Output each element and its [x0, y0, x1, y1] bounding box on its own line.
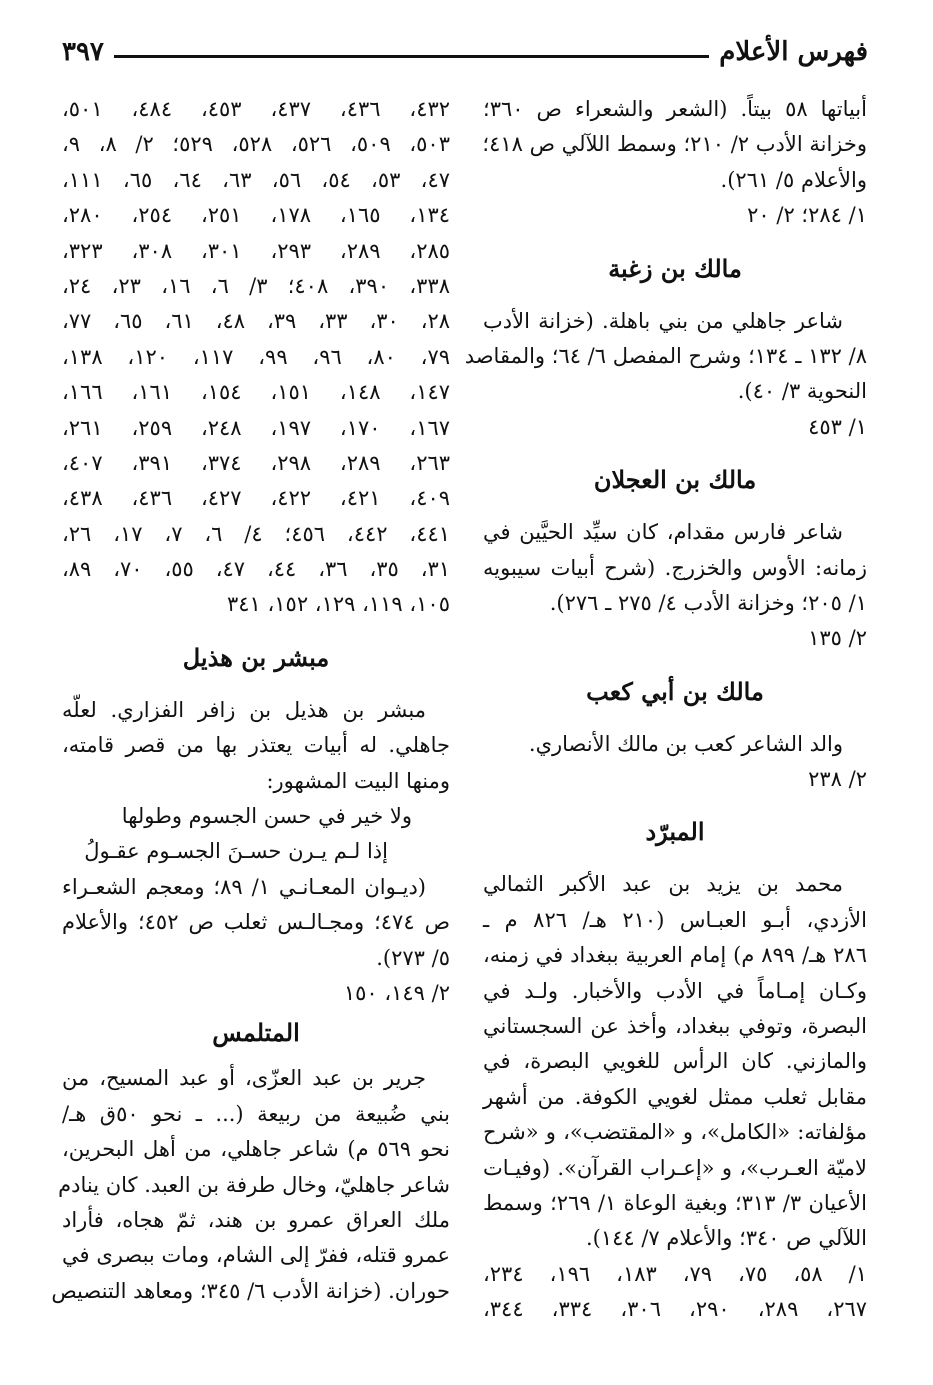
page-reference: ٢٨٥، ٢٨٩، ٢٩٣، ٣٠١، ٣٠٨، ٣٢٣، — [62, 238, 451, 263]
page-reference: ١٠٥، ١١٩، ١٢٩، ١٥٢، ٣٤١ — [226, 592, 450, 617]
page-reference: ١٦٧، ١٧٠، ١٩٧، ٢٤٨، ٢٥٩، ٢٦١، — [62, 415, 451, 440]
entry-title: مالك بن أبي كعب — [586, 676, 764, 706]
entry-title: مالك بن العجلان — [593, 465, 757, 495]
text-line: الأعيان ٣/ ٣١٣؛ وبغية الوعاة ١/ ٢٦٩؛ وسمط — [483, 1190, 867, 1215]
page-reference: ١/ ٤٥٣ — [808, 414, 867, 439]
text-line: مبشر بن هذيل بن زافر الفزاري. لعلّه — [62, 697, 426, 722]
page-reference: ٣١، ٣٥، ٣٦، ٤٤، ٤٧، ٥٥، ٧٠، ٨٩، — [62, 557, 451, 582]
text-line: مقابل ثعلب ممثل لغويي الكوفة. من أشهر — [483, 1084, 867, 1109]
text-line: ٥/ ٢٧٣). — [376, 945, 450, 970]
text-line: والد الشاعر كعب بن مالك الأنصاري. — [528, 731, 843, 756]
text-line: ملك العراق عمرو بن هند، ثمّ هجاه، فأراد — [62, 1207, 450, 1232]
page-reference: ٢/ ٢٣٨ — [808, 767, 867, 792]
text-line: عمرو قتله، ففرّ إلى الشام، ومات ببصرى في — [62, 1243, 450, 1268]
page-reference: ٥٠٣، ٥٠٩، ٥٢٦، ٥٢٨، ٥٢٩؛ ٢/ ٨، ٩، — [62, 132, 450, 157]
text-line: ٨/ ١٣٢ ـ ١٣٤؛ وشرح المفصل ٦/ ٦٤؛ والمقاصد — [464, 343, 867, 368]
text-line: محمد بن يزيد بن عبد الأكبر الثمالي — [483, 872, 843, 897]
verse-hemistich: إذا لـم يـرن حسـنَ الجسـوم عقـولُ — [84, 839, 388, 864]
text-line: اللآلي ص ٣٤٠؛ والأعلام ٧/ ١٤٤). — [585, 1226, 867, 1251]
page-header — [62, 30, 868, 74]
text-line: ٢٨٦ هـ/ ٨٩٩ م) إمام العربية ببغداد في زمنه، — [483, 943, 867, 968]
entry-title: مالك بن زغبة — [608, 253, 742, 283]
text-line: زمانه: الأوس والخزرج. (شرح أبيات سيبويه — [483, 555, 867, 580]
page-reference: ١٣٤، ١٦٥، ١٧٨، ٢٥١، ٢٥٤، ٢٨٠، — [62, 203, 451, 228]
page-reference: ١/ ٥٨، ٧٥، ٧٩، ١٨٣، ١٩٦، ٢٣٤، — [483, 1261, 867, 1286]
page-reference: ١٤٧، ١٤٨، ١٥١، ١٥٤، ١٦١، ١٦٦، — [62, 380, 451, 405]
entry-title: المبرّد — [645, 817, 705, 847]
text-line: وكـان إمـاماً في الأدب والأخبار. ولـد في — [483, 978, 867, 1003]
right-column — [464, 92, 868, 1328]
text-line: شاعر جاهلي من بني باهلة. (خزانة الأدب — [483, 308, 843, 333]
text-line: شاعر فارس مقدام، كان سيِّد الحيَّين في — [483, 520, 843, 545]
text-line: وخزانة الأدب ٢/ ٢١٠؛ وسمط اللآلي ص ٤١٨؛ — [482, 132, 867, 157]
text-line: النحوية ٣/ ٤٠). — [737, 379, 867, 404]
text-line: نحو ٥٦٩ م) شاعر جاهلي، من أهل البحرين، — [62, 1137, 450, 1162]
text-line: ص ٤٧٤؛ ومجـالـس ثعلب ص ٤٥٢؛ والأعلام — [62, 910, 450, 935]
verse-hemistich: ولا خير في حسن الجسوم وطولها — [121, 804, 412, 829]
text-line: والمازني. كان الرأس للغويي البصرة، في — [483, 1049, 867, 1074]
text-line: (ديـوان المعـانـي ١/ ٨٩؛ ومعجم الشعـراء — [62, 874, 426, 899]
entry-title: المتلمس — [212, 1018, 300, 1048]
page-reference: ٢/ ١٣٥ — [808, 626, 867, 651]
text-line: حوران. (خزانة الأدب ٦/ ٣٤٥؛ ومعاهد التنصيص — [51, 1278, 450, 1303]
page-reference: ٤٤١، ٤٤٢، ٤٥٦؛ ٤/ ٦، ٧، ١٧، ٢٦، — [62, 521, 451, 546]
page-reference: ٢٦٧، ٢٨٩، ٢٩٠، ٣٠٦، ٣٣٤، ٣٤٤، — [483, 1297, 868, 1322]
text-line: ومنها البيت المشهور: — [266, 768, 450, 793]
page-reference: ٢٨، ٣٠، ٣٣، ٣٩، ٤٨، ٦١، ٦٥، ٧٧، — [62, 309, 451, 334]
page-number: ٣٩٧ — [62, 37, 104, 67]
text-line: شاعر جاهليّ، وخال طرفة بن العبد. كان ينادم — [58, 1172, 450, 1197]
text-line: جرير بن عبد العزّى، أو عبد المسيح، من — [62, 1066, 426, 1091]
page-reference: ٧٩، ٨٠، ٩٦، ٩٩، ١١٧، ١٢٠، ١٣٨، — [62, 344, 451, 369]
page-reference: ١/ ٢٨٤؛ ٢/ ٢٠ — [747, 203, 867, 228]
text-line: ١/ ٢٠٥؛ وخزانة الأدب ٤/ ٢٧٥ ـ ٢٧٦). — [549, 590, 867, 615]
text-line: مؤلفاته: «الكامل»، و «المقتضب»، و «شرح — [483, 1120, 867, 1145]
page-reference: ٢٦٣، ٢٨٩، ٢٩٨، ٣٧٤، ٣٩١، ٤٠٧، — [62, 450, 451, 475]
text-line: الأزدي، أبـو العبـاس (٢١٠ هـ/ ٨٢٦ م ـ — [483, 907, 867, 932]
page-reference: ٢/ ١٤٩، ١٥٠ — [343, 980, 450, 1005]
page-reference: ٤٣٢، ٤٣٦، ٤٣٧، ٤٥٣، ٤٨٤، ٥٠١، — [62, 97, 451, 121]
page-reference: ٤٠٩، ٤٢١، ٤٢٢، ٤٢٧، ٤٣٦، ٤٣٨، — [62, 486, 451, 511]
page-reference: ٤٧، ٥٣، ٥٤، ٥٦، ٦٣، ٦٤، ٦٥، ١١١، — [62, 167, 450, 192]
text-line: أبياتها ٥٨ بيتاً. (الشعر والشعراء ص ٣٦٠؛ — [483, 97, 867, 121]
entry-title: مبشر بن هذيل — [182, 642, 330, 672]
text-line: بني ضُبيعة من ربيعة (... ـ نحو ٥٠ق هـ/ — [62, 1101, 450, 1126]
text-line: البصرة، وتوفي ببغداد، وأخذ عن السجستاني — [483, 1014, 867, 1039]
text-line: والأعلام ٥/ ٢٦١). — [720, 167, 867, 192]
running-title: فهرس الأعلام — [719, 37, 868, 67]
left-column — [51, 92, 451, 1309]
text-line: جاهلي. له أبيات يعتذر بها من قصر قامته، — [62, 733, 450, 758]
text-line: لاميّة العـرب»، و «إعـراب القرآن». (وفيـات — [483, 1155, 867, 1180]
page-reference: ٣٣٨، ٣٩٠، ٤٠٨؛ ٣/ ٦، ١٦، ٢٣، ٢٤، — [62, 273, 450, 298]
header-rule — [114, 55, 709, 58]
